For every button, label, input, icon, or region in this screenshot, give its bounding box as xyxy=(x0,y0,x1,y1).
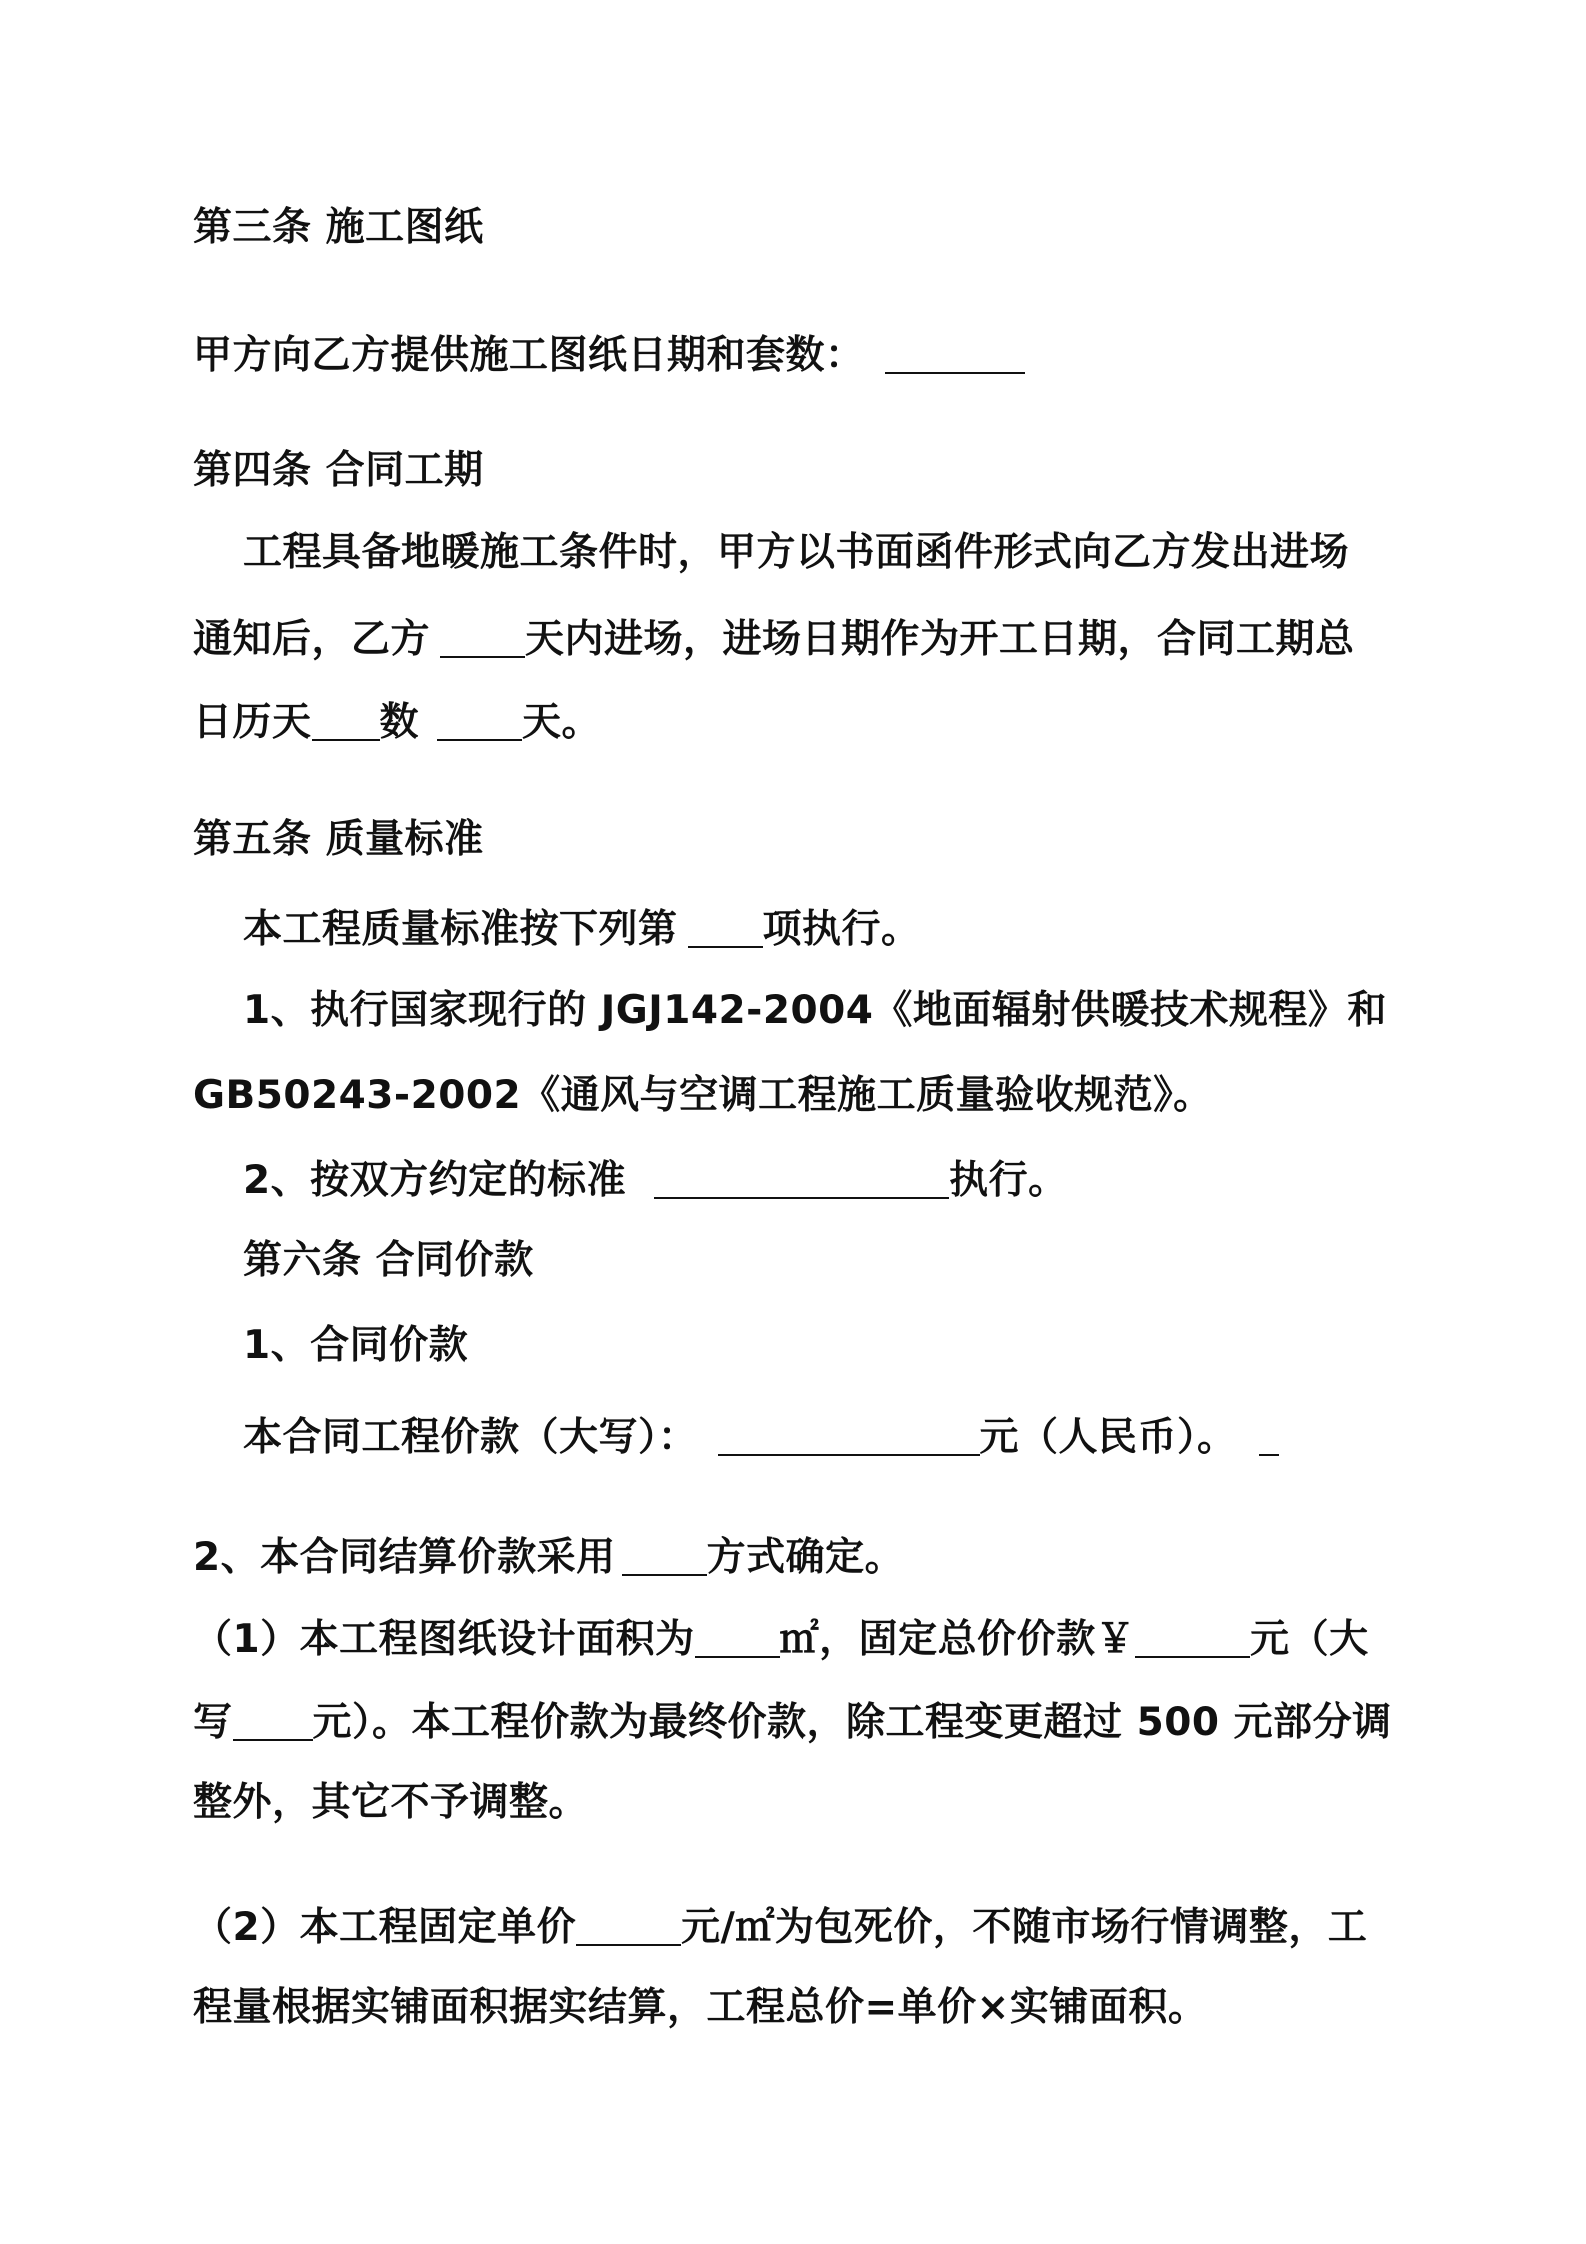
drawings-date-blank[interactable] xyxy=(885,332,1025,374)
fixed-total-price-words-blank[interactable] xyxy=(233,1699,313,1741)
article-5-paragraph: 本工程质量标准按下列第 项执行。 xyxy=(243,907,921,952)
unit-price-blank[interactable] xyxy=(576,1904,681,1946)
article-3-title: 第三条 施工图纸 xyxy=(193,205,484,250)
contract-price-line: 本合同工程价款（大写）： 元（人民币）。 xyxy=(243,1410,1586,1466)
article-4-paragraph-line1: 工程具备地暖施工条件时，甲方以书面函件形式向乙方发出进场 xyxy=(243,530,1350,575)
option-2-line2: 程量根据实铺面积据实结算，工程总价=单价×实铺面积。 xyxy=(193,1985,1208,2030)
trailing-blank[interactable] xyxy=(1259,1414,1279,1456)
total-days-blank[interactable] xyxy=(437,699,522,741)
option-1-line1: （1）本工程图纸设计面积为 ㎡，固定总价价款￥ 元（大 xyxy=(193,1617,1369,1662)
price-item-2: 2、本合同结算价款采用 方式确定。 xyxy=(193,1535,905,1580)
settlement-method-blank[interactable] xyxy=(622,1534,707,1576)
fixed-total-price-blank[interactable] xyxy=(1135,1616,1250,1658)
article-6-title: 第六条 合同价款 xyxy=(243,1238,534,1283)
quality-item-1-line2: GB50243-2002《通风与空调工程施工质量验收规范》。 xyxy=(193,1073,1213,1118)
option-2-line1: （2）本工程固定单价 元/㎡为包死价，不随市场行情调整，工 xyxy=(193,1905,1368,1950)
option-1-line2: 写 元）。本工程价款为最终价款，除工程变更超过 500 元部分调 xyxy=(193,1700,1392,1745)
quality-item-blank[interactable] xyxy=(688,906,763,948)
contract-price-words-blank[interactable] xyxy=(718,1414,980,1456)
quality-item-2: 2、按双方约定的标准 执行。 xyxy=(243,1158,1068,1203)
article-3-drawings-line: 甲方向乙方提供施工图纸日期和套数： xyxy=(193,328,1586,384)
agreed-standard-blank[interactable] xyxy=(654,1157,949,1199)
price-item-1: 1、合同价款 xyxy=(243,1323,469,1368)
design-area-blank[interactable] xyxy=(695,1616,780,1658)
quality-item-1-line1: 1、执行国家现行的 JGJ142-2004《地面辐射供暖技术规程》和 xyxy=(243,988,1387,1033)
article-4-paragraph-line3: 日历天 数 天。 xyxy=(193,700,602,745)
article-4-title: 第四条 合同工期 xyxy=(193,448,484,493)
article-4-paragraph-line2: 通知后，乙方 天内进场，进场日期作为开工日期，合同工期总 xyxy=(193,617,1355,662)
entry-days-blank[interactable] xyxy=(440,616,525,658)
calendar-days-blank[interactable] xyxy=(312,699,380,741)
article-5-title: 第五条 质量标准 xyxy=(193,817,484,862)
option-1-line3: 整外，其它不予调整。 xyxy=(193,1780,589,1825)
